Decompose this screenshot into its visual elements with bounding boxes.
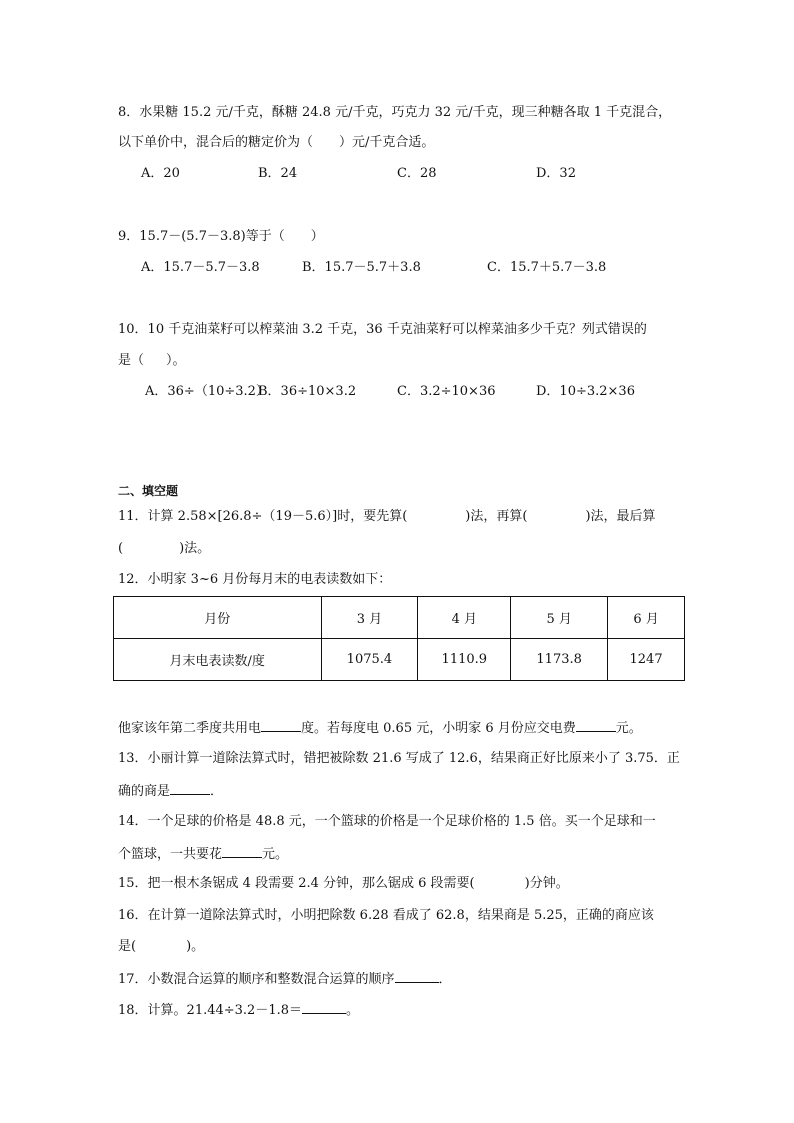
q12-after-a: 他家该年第二季度共用电 <box>118 721 262 736</box>
q9-post: ） <box>310 229 324 244</box>
q16-line2-pre: 是( <box>118 939 137 954</box>
q11-a: 11．计算 2.58×[26.8÷（19－5.6）]时，要先算( <box>118 509 408 524</box>
q11-d: ( <box>118 541 124 556</box>
q16-line2 <box>118 938 204 956</box>
table-cell: 1173.8 <box>511 639 608 681</box>
q17-pre: 17．小数混合运算的顺序和整数混合运算的顺序 <box>118 972 395 987</box>
q8-option-d[interactable]: D．32 <box>536 166 576 181</box>
q10-line1: 10．10 千克油菜籽可以榨菜油 3.2 千克，36 千克油菜籽可以榨菜油多少千克？列式错误的 <box>118 322 647 337</box>
q13-line2-post: ． <box>210 784 224 799</box>
table-row <box>114 639 685 681</box>
q10-option-b[interactable]: B．36÷10×3.2 <box>258 384 357 399</box>
table-header-cell: 6 月 <box>608 597 685 639</box>
q11-e: )法。 <box>179 541 211 556</box>
q10-option-d[interactable]: D．10÷3.2×36 <box>536 384 635 399</box>
q13-blank[interactable] <box>170 781 210 795</box>
q13-line1: 13．小丽计算一道除法算式时，错把被除数 21.6 写成了 12.6，结果商正好比原来小了 3.75．正 <box>118 751 680 766</box>
table-cell: 月末电表读数/度 <box>114 639 322 681</box>
q15-pre: 15．把一根木条锯成 4 段需要 2.4 分钟，那么锯成 6 段需要( <box>118 876 475 891</box>
q16-line1: 16．在计算一道除法算式时，小明把除数 6.28 看成了 62.8，结果商是 5.25，正确的商应该 <box>118 908 654 923</box>
table-header-row <box>114 597 685 639</box>
q11-line1 <box>118 508 656 526</box>
q18-post: 。 <box>346 1003 360 1018</box>
q17-stem <box>118 969 452 989</box>
q9-option-c[interactable]: C．15.7＋5.7－3.8 <box>487 260 607 275</box>
q18-stem <box>118 1000 359 1020</box>
q12-intro: 12．小明家 3~6 月份每月末的电表读数如下： <box>118 572 392 587</box>
q9-pre: 9．15.7－(5.7－3.8)等于（ <box>118 229 285 244</box>
q14-line2-post: 元。 <box>262 847 289 862</box>
q12-after <box>118 718 642 738</box>
q18-pre: 18．计算。21.44÷3.2－1.8＝ <box>118 1003 302 1018</box>
q12-after-c: 元。 <box>615 721 642 736</box>
q12-blank-2[interactable] <box>576 718 616 732</box>
q12-after-b: 度。若每度电 0.65 元，小明家 6 月份应交电费 <box>301 721 576 736</box>
table-header-cell: 4 月 <box>418 597 511 639</box>
q9-option-b[interactable]: B．15.7－5.7＋3.8 <box>302 260 421 275</box>
q14-line1: 14．一个足球的价格是 48.8 元，一个篮球的价格是一个足球价格的 1.5 倍。买一个足球和一 <box>118 814 656 829</box>
q8-line2-post: ）元/千克合适。 <box>339 135 435 150</box>
q8-option-a[interactable]: A．20 <box>141 166 180 181</box>
q14-line2 <box>118 844 288 864</box>
q11-b: )法，再算( <box>465 509 528 524</box>
table-cell: 1247 <box>608 639 685 681</box>
table-header-cell: 3 月 <box>321 597 418 639</box>
q9-stem <box>118 228 324 246</box>
q18-blank[interactable] <box>302 1000 346 1014</box>
q8-line2-pre: 以下单价中，混合后的糖定价为（ <box>118 135 314 150</box>
q12-blank-1[interactable] <box>261 718 301 732</box>
q16-line2-post: )。 <box>186 939 205 954</box>
q15-stem <box>118 875 569 893</box>
q10-option-a[interactable]: A．36÷（10÷3.2） <box>145 384 269 399</box>
meter-reading-table <box>113 596 685 681</box>
table-header-cell: 5 月 <box>511 597 608 639</box>
q17-post: ． <box>438 972 452 987</box>
q11-line2 <box>118 540 210 558</box>
q9-option-a[interactable]: A．15.7－5.7－3.8 <box>141 260 260 275</box>
table-cell: 1110.9 <box>418 639 511 681</box>
q13-line2-pre: 确的商是 <box>118 784 171 799</box>
q10-option-c[interactable]: C．3.2÷10×36 <box>397 384 496 399</box>
q8-line1: 8．水果糖 15.2 元/千克，酥糖 24.8 元/千克，巧克力 32 元/千克，现三种糖各取 1 千克混合， <box>118 105 672 120</box>
q10-line2-pre: 是（ <box>118 353 145 368</box>
q10-line2 <box>118 352 186 370</box>
q8-option-b[interactable]: B．24 <box>258 166 298 181</box>
q17-blank[interactable] <box>395 969 439 983</box>
q8-option-c[interactable]: C．28 <box>397 166 437 181</box>
q10-line2-post: ）。 <box>166 353 186 368</box>
q11-c: )法，最后算 <box>585 509 656 524</box>
q14-blank[interactable] <box>222 844 262 858</box>
q15-post: )分钟。 <box>524 876 569 891</box>
q14-line2-pre: 个篮球，一共要花 <box>118 847 223 862</box>
q8-line2 <box>118 134 434 152</box>
q13-line2 <box>118 781 223 801</box>
section-title: 二、填空题 <box>118 484 179 498</box>
table-header-cell: 月份 <box>114 597 322 639</box>
table-cell: 1075.4 <box>321 639 418 681</box>
